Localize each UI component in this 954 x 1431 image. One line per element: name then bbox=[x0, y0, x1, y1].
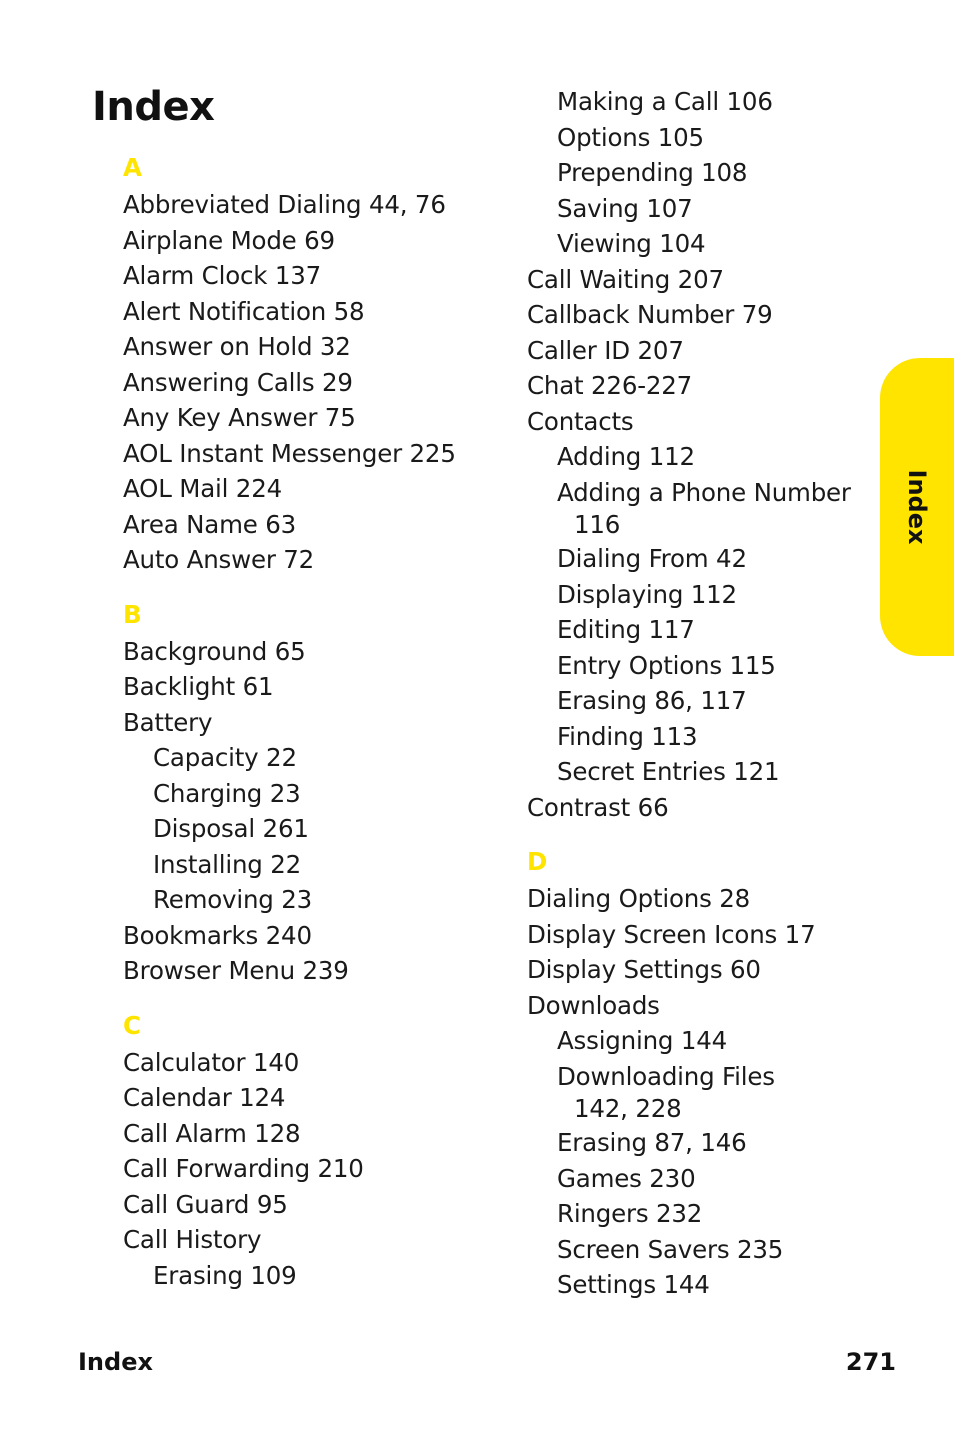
index-subentry: Disposal 261 bbox=[153, 814, 309, 843]
index-subentry: Dialing From 42 bbox=[557, 544, 747, 573]
index-subentry: Entry Options 115 bbox=[557, 650, 776, 680]
index-entry: Contrast 66 bbox=[527, 792, 669, 822]
index-letter-heading: D bbox=[527, 847, 548, 876]
index-subentry: Downloading Files bbox=[557, 1061, 775, 1091]
index-entry: Browser Menu 239 bbox=[123, 956, 349, 985]
index-subentry: Installing 22 bbox=[153, 849, 302, 879]
index-subentry: Charging 23 bbox=[153, 778, 301, 808]
index-entry: Call History bbox=[123, 1225, 262, 1254]
index-subentry: Adding a Phone Number bbox=[557, 477, 851, 507]
index-entry: Calculator 140 bbox=[123, 1047, 300, 1077]
index-entry: Call Alarm 128 bbox=[123, 1118, 301, 1148]
index-subentry: Editing 117 bbox=[557, 615, 695, 644]
index-subentry: Removing 23 bbox=[153, 885, 312, 914]
index-entry: Alert Notification 58 bbox=[123, 296, 365, 326]
index-entry: AOL Mail 224 bbox=[123, 474, 282, 503]
index-subentry: Secret Entries 121 bbox=[557, 757, 780, 786]
index-subentry: Prepending 108 bbox=[557, 158, 748, 187]
index-entry: Chat 226-227 bbox=[527, 371, 693, 400]
index-entry: Call Guard 95 bbox=[123, 1189, 288, 1219]
index-subentry: Erasing 86, 117 bbox=[557, 686, 747, 715]
index-entry: Background 65 bbox=[123, 636, 306, 666]
index-entry: Caller ID 207 bbox=[527, 335, 684, 365]
index-subentry: Screen Savers 235 bbox=[557, 1234, 784, 1264]
index-entry: Bookmarks 240 bbox=[123, 920, 312, 950]
page-title: Index bbox=[92, 84, 215, 130]
index-subentry: Saving 107 bbox=[557, 193, 693, 223]
index-entry: Callback Number 79 bbox=[527, 300, 773, 329]
index-subentry: Displaying 112 bbox=[557, 579, 737, 609]
index-entry: Answering Calls 29 bbox=[123, 367, 353, 397]
section-tab-label: Index bbox=[903, 469, 931, 545]
index-entry: Call Forwarding 210 bbox=[123, 1154, 364, 1183]
index-entry: Battery bbox=[123, 707, 213, 737]
index-letter-heading: A bbox=[123, 153, 142, 182]
index-subentry: Finding 113 bbox=[557, 721, 698, 751]
index-subentry: Games 230 bbox=[557, 1163, 696, 1193]
index-entry: Abbreviated Dialing 44, 76 bbox=[123, 190, 446, 219]
footer-section-name: Index bbox=[78, 1348, 153, 1376]
index-entry: Answer on Hold 32 bbox=[123, 332, 351, 361]
index-column-left bbox=[123, 149, 523, 1293]
index-entry: Backlight 61 bbox=[123, 672, 274, 701]
footer-page-number: 271 bbox=[845, 1348, 896, 1376]
index-entry: Auto Answer 72 bbox=[123, 545, 315, 574]
index-entry: Any Key Answer 75 bbox=[123, 403, 356, 432]
index-entry: Airplane Mode 69 bbox=[123, 225, 335, 255]
section-tab bbox=[880, 358, 954, 656]
index-subentry: Options 105 bbox=[557, 122, 704, 152]
index-subentry: Viewing 104 bbox=[557, 229, 706, 258]
index-entry: Display Settings 60 bbox=[527, 955, 761, 984]
index-entry-continuation: 142, 228 bbox=[574, 1094, 682, 1123]
index-subentry: Adding 112 bbox=[557, 442, 695, 471]
index-subentry: Erasing 109 bbox=[153, 1260, 297, 1290]
index-letter-heading: B bbox=[123, 599, 142, 629]
index-subentry: Capacity 22 bbox=[153, 743, 297, 772]
index-entry: Call Waiting 207 bbox=[527, 264, 724, 294]
index-entry-continuation: 116 bbox=[574, 510, 621, 539]
index-column-right bbox=[527, 84, 867, 1303]
index-subentry: Making a Call 106 bbox=[557, 87, 773, 116]
index-entry: Downloads bbox=[527, 990, 660, 1020]
index-entry: Dialing Options 28 bbox=[527, 884, 751, 913]
index-subentry: Assigning 144 bbox=[557, 1026, 728, 1055]
index-subentry: Erasing 87, 146 bbox=[557, 1128, 747, 1157]
index-entry: Calendar 124 bbox=[123, 1083, 286, 1112]
index-subentry: Settings 144 bbox=[557, 1270, 710, 1299]
index-entry: Display Screen Icons 17 bbox=[527, 919, 816, 949]
index-entry: Contacts bbox=[527, 406, 634, 436]
index-letter-heading: C bbox=[123, 1010, 141, 1040]
index-entry: Alarm Clock 137 bbox=[123, 261, 321, 290]
index-entry: AOL Instant Messenger 225 bbox=[123, 438, 456, 468]
index-entry: Area Name 63 bbox=[123, 509, 297, 539]
index-subentry: Ringers 232 bbox=[557, 1199, 703, 1228]
